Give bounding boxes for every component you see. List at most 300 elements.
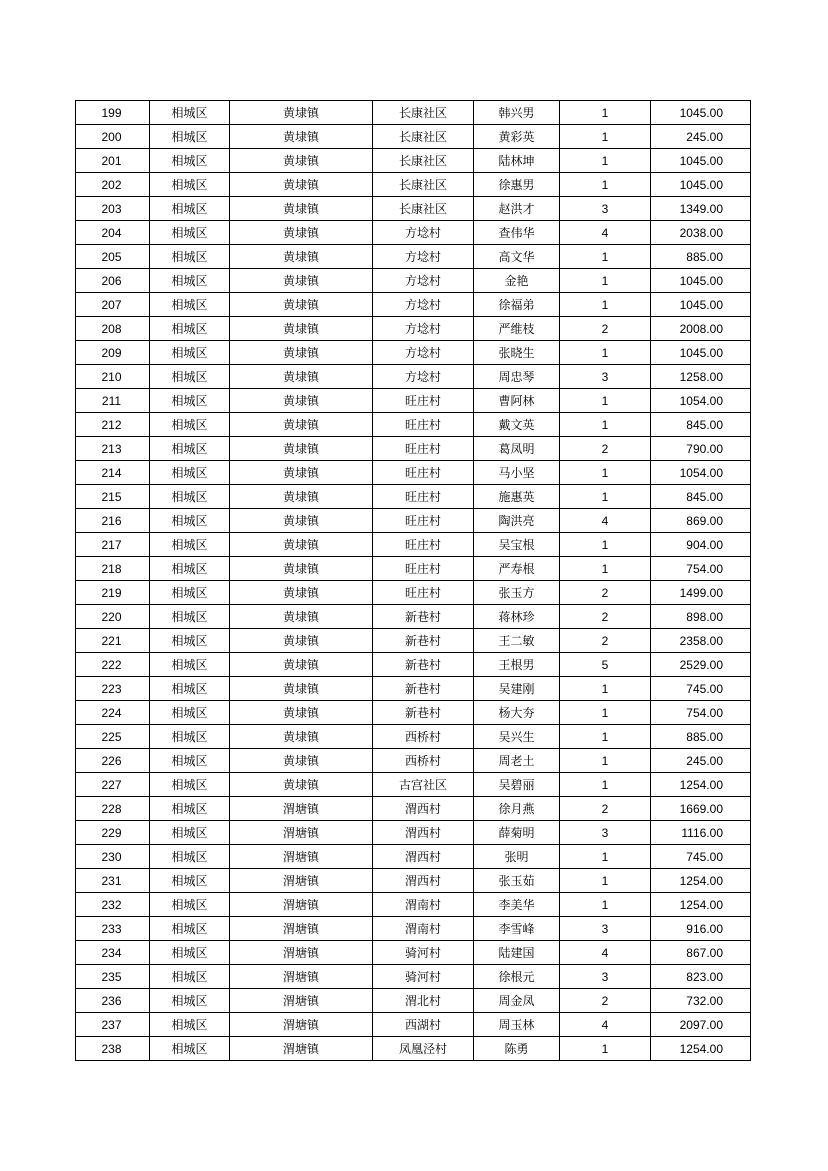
district-cell: 相城区 bbox=[150, 557, 230, 581]
table-row bbox=[76, 1037, 751, 1061]
name-cell: 张玉方 bbox=[474, 581, 560, 605]
village-cell: 旺庄村 bbox=[373, 437, 474, 461]
village-cell: 旺庄村 bbox=[373, 581, 474, 605]
amount-cell: 898.00 bbox=[651, 605, 751, 629]
town-cell: 黄埭镇 bbox=[230, 653, 373, 677]
town-cell: 黄埭镇 bbox=[230, 173, 373, 197]
household-count-cell: 4 bbox=[560, 941, 651, 965]
table-row bbox=[76, 653, 751, 677]
household-table bbox=[75, 100, 751, 1061]
amount-cell: 245.00 bbox=[651, 749, 751, 773]
row-number-cell: 232 bbox=[76, 893, 150, 917]
row-number-cell: 219 bbox=[76, 581, 150, 605]
district-cell: 相城区 bbox=[150, 1013, 230, 1037]
town-cell: 黄埭镇 bbox=[230, 413, 373, 437]
town-cell: 渭塘镇 bbox=[230, 845, 373, 869]
name-cell: 葛凤明 bbox=[474, 437, 560, 461]
amount-cell: 885.00 bbox=[651, 245, 751, 269]
household-count-cell: 3 bbox=[560, 197, 651, 221]
table-row bbox=[76, 221, 751, 245]
village-cell: 长康社区 bbox=[373, 149, 474, 173]
name-cell: 马小坚 bbox=[474, 461, 560, 485]
table-row bbox=[76, 461, 751, 485]
name-cell: 陆林坤 bbox=[474, 149, 560, 173]
district-cell: 相城区 bbox=[150, 293, 230, 317]
name-cell: 徐月燕 bbox=[474, 797, 560, 821]
amount-cell: 745.00 bbox=[651, 677, 751, 701]
village-cell: 渭南村 bbox=[373, 917, 474, 941]
row-number-cell: 215 bbox=[76, 485, 150, 509]
name-cell: 杨大夯 bbox=[474, 701, 560, 725]
village-cell: 旺庄村 bbox=[373, 557, 474, 581]
row-number-cell: 203 bbox=[76, 197, 150, 221]
town-cell: 黄埭镇 bbox=[230, 317, 373, 341]
town-cell: 黄埭镇 bbox=[230, 533, 373, 557]
row-number-cell: 199 bbox=[76, 101, 150, 125]
table-row bbox=[76, 365, 751, 389]
amount-cell: 2008.00 bbox=[651, 317, 751, 341]
village-cell: 新巷村 bbox=[373, 653, 474, 677]
table-row bbox=[76, 509, 751, 533]
town-cell: 渭塘镇 bbox=[230, 1037, 373, 1061]
district-cell: 相城区 bbox=[150, 725, 230, 749]
name-cell: 陈勇 bbox=[474, 1037, 560, 1061]
name-cell: 徐惠男 bbox=[474, 173, 560, 197]
town-cell: 渭塘镇 bbox=[230, 821, 373, 845]
name-cell: 周老土 bbox=[474, 749, 560, 773]
town-cell: 黄埭镇 bbox=[230, 341, 373, 365]
row-number-cell: 211 bbox=[76, 389, 150, 413]
district-cell: 相城区 bbox=[150, 173, 230, 197]
district-cell: 相城区 bbox=[150, 341, 230, 365]
district-cell: 相城区 bbox=[150, 509, 230, 533]
village-cell: 方埝村 bbox=[373, 293, 474, 317]
table-row bbox=[76, 725, 751, 749]
table-row bbox=[76, 989, 751, 1013]
amount-cell: 745.00 bbox=[651, 845, 751, 869]
household-count-cell: 2 bbox=[560, 629, 651, 653]
table-row bbox=[76, 125, 751, 149]
name-cell: 陆建国 bbox=[474, 941, 560, 965]
amount-cell: 1054.00 bbox=[651, 461, 751, 485]
town-cell: 渭塘镇 bbox=[230, 869, 373, 893]
name-cell: 严寿根 bbox=[474, 557, 560, 581]
village-cell: 渭西村 bbox=[373, 797, 474, 821]
row-number-cell: 229 bbox=[76, 821, 150, 845]
town-cell: 黄埭镇 bbox=[230, 509, 373, 533]
row-number-cell: 201 bbox=[76, 149, 150, 173]
village-cell: 渭北村 bbox=[373, 989, 474, 1013]
table-row bbox=[76, 845, 751, 869]
village-cell: 方埝村 bbox=[373, 245, 474, 269]
district-cell: 相城区 bbox=[150, 533, 230, 557]
district-cell: 相城区 bbox=[150, 197, 230, 221]
table-row bbox=[76, 413, 751, 437]
household-count-cell: 4 bbox=[560, 509, 651, 533]
district-cell: 相城区 bbox=[150, 581, 230, 605]
amount-cell: 1254.00 bbox=[651, 773, 751, 797]
amount-cell: 1045.00 bbox=[651, 293, 751, 317]
amount-cell: 823.00 bbox=[651, 965, 751, 989]
town-cell: 黄埭镇 bbox=[230, 749, 373, 773]
town-cell: 黄埭镇 bbox=[230, 557, 373, 581]
village-cell: 方埝村 bbox=[373, 341, 474, 365]
row-number-cell: 226 bbox=[76, 749, 150, 773]
district-cell: 相城区 bbox=[150, 1037, 230, 1061]
row-number-cell: 200 bbox=[76, 125, 150, 149]
district-cell: 相城区 bbox=[150, 149, 230, 173]
town-cell: 黄埭镇 bbox=[230, 293, 373, 317]
amount-cell: 754.00 bbox=[651, 557, 751, 581]
table-row bbox=[76, 965, 751, 989]
household-count-cell: 1 bbox=[560, 869, 651, 893]
district-cell: 相城区 bbox=[150, 389, 230, 413]
table-row bbox=[76, 917, 751, 941]
row-number-cell: 204 bbox=[76, 221, 150, 245]
district-cell: 相城区 bbox=[150, 749, 230, 773]
row-number-cell: 237 bbox=[76, 1013, 150, 1037]
town-cell: 黄埭镇 bbox=[230, 125, 373, 149]
household-count-cell: 1 bbox=[560, 701, 651, 725]
town-cell: 渭塘镇 bbox=[230, 989, 373, 1013]
district-cell: 相城区 bbox=[150, 221, 230, 245]
town-cell: 黄埭镇 bbox=[230, 269, 373, 293]
village-cell: 新巷村 bbox=[373, 629, 474, 653]
household-count-cell: 1 bbox=[560, 269, 651, 293]
district-cell: 相城区 bbox=[150, 605, 230, 629]
village-cell: 方埝村 bbox=[373, 221, 474, 245]
name-cell: 李美华 bbox=[474, 893, 560, 917]
district-cell: 相城区 bbox=[150, 101, 230, 125]
name-cell: 黄彩英 bbox=[474, 125, 560, 149]
village-cell: 渭南村 bbox=[373, 893, 474, 917]
household-count-cell: 2 bbox=[560, 317, 651, 341]
row-number-cell: 212 bbox=[76, 413, 150, 437]
village-cell: 旺庄村 bbox=[373, 461, 474, 485]
name-cell: 施惠英 bbox=[474, 485, 560, 509]
village-cell: 方埝村 bbox=[373, 269, 474, 293]
household-count-cell: 5 bbox=[560, 653, 651, 677]
household-count-cell: 1 bbox=[560, 749, 651, 773]
village-cell: 渭西村 bbox=[373, 845, 474, 869]
name-cell: 周忠琴 bbox=[474, 365, 560, 389]
town-cell: 渭塘镇 bbox=[230, 917, 373, 941]
town-cell: 黄埭镇 bbox=[230, 725, 373, 749]
village-cell: 渭西村 bbox=[373, 869, 474, 893]
district-cell: 相城区 bbox=[150, 677, 230, 701]
table-row bbox=[76, 389, 751, 413]
household-count-cell: 1 bbox=[560, 293, 651, 317]
household-count-cell: 3 bbox=[560, 965, 651, 989]
amount-cell: 2097.00 bbox=[651, 1013, 751, 1037]
household-count-cell: 2 bbox=[560, 605, 651, 629]
district-cell: 相城区 bbox=[150, 965, 230, 989]
name-cell: 韩兴男 bbox=[474, 101, 560, 125]
village-cell: 长康社区 bbox=[373, 125, 474, 149]
district-cell: 相城区 bbox=[150, 269, 230, 293]
town-cell: 黄埭镇 bbox=[230, 581, 373, 605]
village-cell: 旺庄村 bbox=[373, 509, 474, 533]
table-row bbox=[76, 245, 751, 269]
village-cell: 骑河村 bbox=[373, 941, 474, 965]
table-row bbox=[76, 485, 751, 509]
row-number-cell: 228 bbox=[76, 797, 150, 821]
village-cell: 新巷村 bbox=[373, 677, 474, 701]
town-cell: 渭塘镇 bbox=[230, 893, 373, 917]
household-count-cell: 1 bbox=[560, 149, 651, 173]
village-cell: 长康社区 bbox=[373, 173, 474, 197]
town-cell: 黄埭镇 bbox=[230, 197, 373, 221]
row-number-cell: 234 bbox=[76, 941, 150, 965]
household-count-cell: 4 bbox=[560, 1013, 651, 1037]
row-number-cell: 207 bbox=[76, 293, 150, 317]
table-row bbox=[76, 677, 751, 701]
row-number-cell: 206 bbox=[76, 269, 150, 293]
amount-cell: 1669.00 bbox=[651, 797, 751, 821]
name-cell: 徐根元 bbox=[474, 965, 560, 989]
amount-cell: 916.00 bbox=[651, 917, 751, 941]
row-number-cell: 231 bbox=[76, 869, 150, 893]
amount-cell: 1045.00 bbox=[651, 341, 751, 365]
town-cell: 黄埭镇 bbox=[230, 101, 373, 125]
amount-cell: 2358.00 bbox=[651, 629, 751, 653]
row-number-cell: 236 bbox=[76, 989, 150, 1013]
household-count-cell: 1 bbox=[560, 1037, 651, 1061]
row-number-cell: 209 bbox=[76, 341, 150, 365]
district-cell: 相城区 bbox=[150, 485, 230, 509]
household-count-cell: 1 bbox=[560, 725, 651, 749]
name-cell: 严维枝 bbox=[474, 317, 560, 341]
district-cell: 相城区 bbox=[150, 461, 230, 485]
household-count-cell: 1 bbox=[560, 485, 651, 509]
name-cell: 张玉茹 bbox=[474, 869, 560, 893]
village-cell: 方埝村 bbox=[373, 365, 474, 389]
district-cell: 相城区 bbox=[150, 893, 230, 917]
district-cell: 相城区 bbox=[150, 413, 230, 437]
town-cell: 黄埭镇 bbox=[230, 629, 373, 653]
row-number-cell: 220 bbox=[76, 605, 150, 629]
row-number-cell: 205 bbox=[76, 245, 150, 269]
town-cell: 黄埭镇 bbox=[230, 677, 373, 701]
household-count-cell: 1 bbox=[560, 173, 651, 197]
amount-cell: 790.00 bbox=[651, 437, 751, 461]
village-cell: 新巷村 bbox=[373, 605, 474, 629]
district-cell: 相城区 bbox=[150, 917, 230, 941]
table-row bbox=[76, 317, 751, 341]
table-row bbox=[76, 149, 751, 173]
name-cell: 高文华 bbox=[474, 245, 560, 269]
row-number-cell: 223 bbox=[76, 677, 150, 701]
table-row bbox=[76, 605, 751, 629]
household-count-cell: 1 bbox=[560, 533, 651, 557]
row-number-cell: 214 bbox=[76, 461, 150, 485]
district-cell: 相城区 bbox=[150, 653, 230, 677]
district-cell: 相城区 bbox=[150, 941, 230, 965]
village-cell: 旺庄村 bbox=[373, 485, 474, 509]
amount-cell: 845.00 bbox=[651, 413, 751, 437]
row-number-cell: 227 bbox=[76, 773, 150, 797]
village-cell: 旺庄村 bbox=[373, 533, 474, 557]
amount-cell: 1254.00 bbox=[651, 869, 751, 893]
town-cell: 渭塘镇 bbox=[230, 1013, 373, 1037]
table-row bbox=[76, 821, 751, 845]
table-row bbox=[76, 557, 751, 581]
town-cell: 黄埭镇 bbox=[230, 485, 373, 509]
household-count-cell: 2 bbox=[560, 581, 651, 605]
table-row bbox=[76, 293, 751, 317]
town-cell: 渭塘镇 bbox=[230, 797, 373, 821]
amount-cell: 1349.00 bbox=[651, 197, 751, 221]
village-cell: 西桥村 bbox=[373, 749, 474, 773]
name-cell: 查伟华 bbox=[474, 221, 560, 245]
amount-cell: 1499.00 bbox=[651, 581, 751, 605]
table-row bbox=[76, 1013, 751, 1037]
amount-cell: 867.00 bbox=[651, 941, 751, 965]
table-row bbox=[76, 701, 751, 725]
household-count-cell: 1 bbox=[560, 557, 651, 581]
household-count-cell: 1 bbox=[560, 773, 651, 797]
table-row bbox=[76, 773, 751, 797]
district-cell: 相城区 bbox=[150, 365, 230, 389]
row-number-cell: 238 bbox=[76, 1037, 150, 1061]
town-cell: 黄埭镇 bbox=[230, 461, 373, 485]
amount-cell: 1254.00 bbox=[651, 893, 751, 917]
row-number-cell: 221 bbox=[76, 629, 150, 653]
household-count-cell: 2 bbox=[560, 797, 651, 821]
town-cell: 黄埭镇 bbox=[230, 221, 373, 245]
table-row bbox=[76, 173, 751, 197]
district-cell: 相城区 bbox=[150, 125, 230, 149]
village-cell: 西湖村 bbox=[373, 1013, 474, 1037]
village-cell: 长康社区 bbox=[373, 197, 474, 221]
name-cell: 张晓生 bbox=[474, 341, 560, 365]
amount-cell: 2529.00 bbox=[651, 653, 751, 677]
household-count-cell: 1 bbox=[560, 101, 651, 125]
household-count-cell: 3 bbox=[560, 365, 651, 389]
amount-cell: 1045.00 bbox=[651, 173, 751, 197]
village-cell: 旺庄村 bbox=[373, 413, 474, 437]
name-cell: 吴兴生 bbox=[474, 725, 560, 749]
household-count-cell: 1 bbox=[560, 389, 651, 413]
name-cell: 赵洪才 bbox=[474, 197, 560, 221]
amount-cell: 1054.00 bbox=[651, 389, 751, 413]
district-cell: 相城区 bbox=[150, 821, 230, 845]
amount-cell: 2038.00 bbox=[651, 221, 751, 245]
household-count-cell: 1 bbox=[560, 245, 651, 269]
table-row bbox=[76, 533, 751, 557]
district-cell: 相城区 bbox=[150, 245, 230, 269]
town-cell: 黄埭镇 bbox=[230, 701, 373, 725]
amount-cell: 885.00 bbox=[651, 725, 751, 749]
table-row bbox=[76, 941, 751, 965]
row-number-cell: 230 bbox=[76, 845, 150, 869]
table-row bbox=[76, 581, 751, 605]
village-cell: 凤凰泾村 bbox=[373, 1037, 474, 1061]
name-cell: 王二敏 bbox=[474, 629, 560, 653]
table-row bbox=[76, 197, 751, 221]
village-cell: 旺庄村 bbox=[373, 389, 474, 413]
district-cell: 相城区 bbox=[150, 773, 230, 797]
household-count-cell: 1 bbox=[560, 677, 651, 701]
district-cell: 相城区 bbox=[150, 701, 230, 725]
table-row bbox=[76, 749, 751, 773]
name-cell: 徐福弟 bbox=[474, 293, 560, 317]
village-cell: 新巷村 bbox=[373, 701, 474, 725]
amount-cell: 1045.00 bbox=[651, 269, 751, 293]
name-cell: 周玉林 bbox=[474, 1013, 560, 1037]
district-cell: 相城区 bbox=[150, 845, 230, 869]
row-number-cell: 208 bbox=[76, 317, 150, 341]
table-row bbox=[76, 629, 751, 653]
table-row bbox=[76, 797, 751, 821]
row-number-cell: 224 bbox=[76, 701, 150, 725]
household-count-cell: 1 bbox=[560, 845, 651, 869]
household-count-cell: 4 bbox=[560, 221, 651, 245]
household-count-cell: 1 bbox=[560, 461, 651, 485]
household-count-cell: 1 bbox=[560, 125, 651, 149]
row-number-cell: 217 bbox=[76, 533, 150, 557]
town-cell: 黄埭镇 bbox=[230, 245, 373, 269]
row-number-cell: 233 bbox=[76, 917, 150, 941]
amount-cell: 754.00 bbox=[651, 701, 751, 725]
name-cell: 金艳 bbox=[474, 269, 560, 293]
name-cell: 薛菊明 bbox=[474, 821, 560, 845]
name-cell: 陶洪亮 bbox=[474, 509, 560, 533]
name-cell: 吴碧丽 bbox=[474, 773, 560, 797]
household-count-cell: 1 bbox=[560, 893, 651, 917]
table-row bbox=[76, 893, 751, 917]
town-cell: 黄埭镇 bbox=[230, 365, 373, 389]
amount-cell: 1045.00 bbox=[651, 149, 751, 173]
amount-cell: 1045.00 bbox=[651, 101, 751, 125]
town-cell: 黄埭镇 bbox=[230, 605, 373, 629]
amount-cell: 1254.00 bbox=[651, 1037, 751, 1061]
row-number-cell: 210 bbox=[76, 365, 150, 389]
row-number-cell: 218 bbox=[76, 557, 150, 581]
town-cell: 黄埭镇 bbox=[230, 389, 373, 413]
row-number-cell: 225 bbox=[76, 725, 150, 749]
amount-cell: 245.00 bbox=[651, 125, 751, 149]
name-cell: 张明 bbox=[474, 845, 560, 869]
amount-cell: 845.00 bbox=[651, 485, 751, 509]
row-number-cell: 235 bbox=[76, 965, 150, 989]
row-number-cell: 213 bbox=[76, 437, 150, 461]
table-row bbox=[76, 269, 751, 293]
name-cell: 吴宝根 bbox=[474, 533, 560, 557]
village-cell: 长康社区 bbox=[373, 101, 474, 125]
name-cell: 吴建刚 bbox=[474, 677, 560, 701]
name-cell: 曹阿林 bbox=[474, 389, 560, 413]
amount-cell: 869.00 bbox=[651, 509, 751, 533]
name-cell: 蒋林珍 bbox=[474, 605, 560, 629]
table-body bbox=[76, 101, 751, 1061]
household-count-cell: 1 bbox=[560, 413, 651, 437]
amount-cell: 732.00 bbox=[651, 989, 751, 1013]
amount-cell: 904.00 bbox=[651, 533, 751, 557]
table-row bbox=[76, 341, 751, 365]
town-cell: 黄埭镇 bbox=[230, 149, 373, 173]
household-count-cell: 2 bbox=[560, 437, 651, 461]
town-cell: 黄埭镇 bbox=[230, 773, 373, 797]
village-cell: 渭西村 bbox=[373, 821, 474, 845]
row-number-cell: 202 bbox=[76, 173, 150, 197]
town-cell: 渭塘镇 bbox=[230, 941, 373, 965]
table-row bbox=[76, 437, 751, 461]
amount-cell: 1258.00 bbox=[651, 365, 751, 389]
household-count-cell: 1 bbox=[560, 341, 651, 365]
village-cell: 古宫社区 bbox=[373, 773, 474, 797]
district-cell: 相城区 bbox=[150, 317, 230, 341]
